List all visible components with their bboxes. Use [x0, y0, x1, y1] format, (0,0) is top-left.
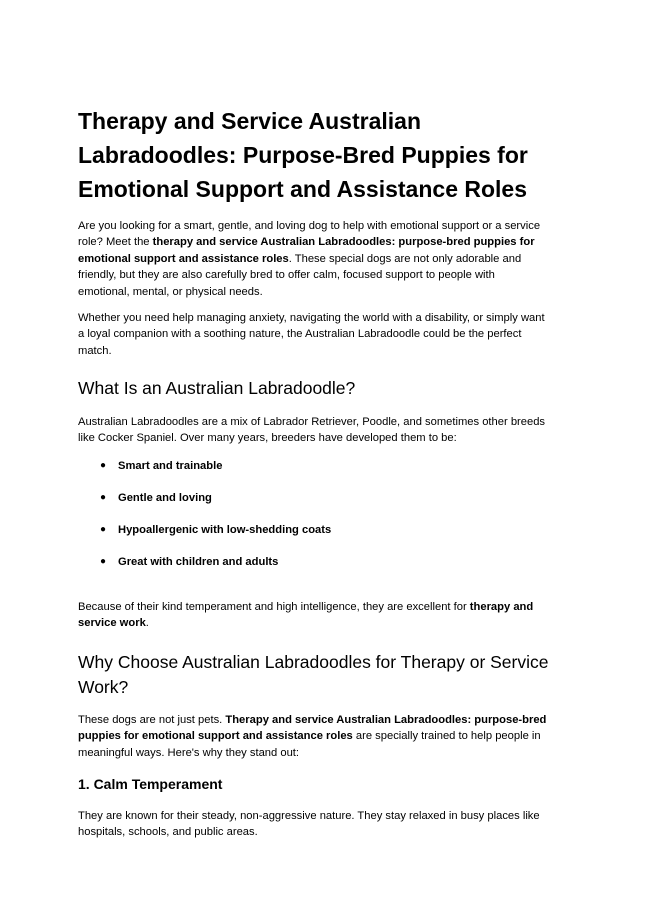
intro-bold-phrase: therapy and service Australian Labradoodles: purpose-bred puppies for emotional support and assistance roles	[78, 236, 535, 265]
intro-paragraph-2: Whether you need help managing anxiety, navigating the world with a disability, or simply want a loyal companion with a soothing nature, the Australian Labradoodle could be the perfect match.	[78, 312, 545, 357]
section1-paragraph: Australian Labradoodles are a mix of Labrador Retriever, Poodle, and sometimes other breeds like Cocker Spaniel. Over many years, breeders have developed them to be:	[78, 416, 546, 445]
bold-phrase: Therapy and service Australian Labradoodles: purpose-bred puppies for emotional support and assistance roles	[78, 714, 547, 743]
section1-closing-paragraph: Because of their kind temperament and high intelligence, they are excellent for therapy and service work.	[78, 601, 534, 630]
section-heading-what-is: What Is an Australian Labradoodle?	[78, 378, 356, 398]
calm-temperament-paragraph: They are known for their steady, non-aggressive nature. They stay relaxed in busy places like hospitals, schools, and public areas.	[78, 810, 540, 839]
bold-phrase: therapy and service work	[78, 601, 534, 630]
page-title: Therapy and Service Australian Labradoodles: Purpose-Bred Puppies for Emotional Support and Assistance Roles	[78, 108, 528, 202]
section-heading-why-choose: Why Choose Australian Labradoodles for Therapy or Service Work?	[78, 652, 549, 697]
subheading-calm-temperament: 1. Calm Temperament	[78, 776, 223, 792]
bullet-icon: ●	[100, 556, 107, 567]
bullet-icon: ●	[100, 524, 107, 535]
bullet-icon: ●	[100, 492, 107, 503]
bullet-icon: ●	[100, 460, 107, 471]
intro-paragraph	[78, 218, 548, 300]
intro-text-2: . These special dogs are not only adorable and friendly, but they are also carefully bred to offer calm, focused support to people with emotional, mental, or physical needs.	[78, 252, 522, 298]
intro-text-1: Are you looking for a smart, gentle, and loving dog to help with emotional support or a service role? Meet the	[78, 220, 541, 249]
section2-paragraph: These dogs are not just pets. Therapy and service Australian Labradoodles: purpose-bred puppies for emotional support and assistance roles are specially trained to help people in meaningful ways. Here's why they stand out:	[78, 714, 547, 759]
